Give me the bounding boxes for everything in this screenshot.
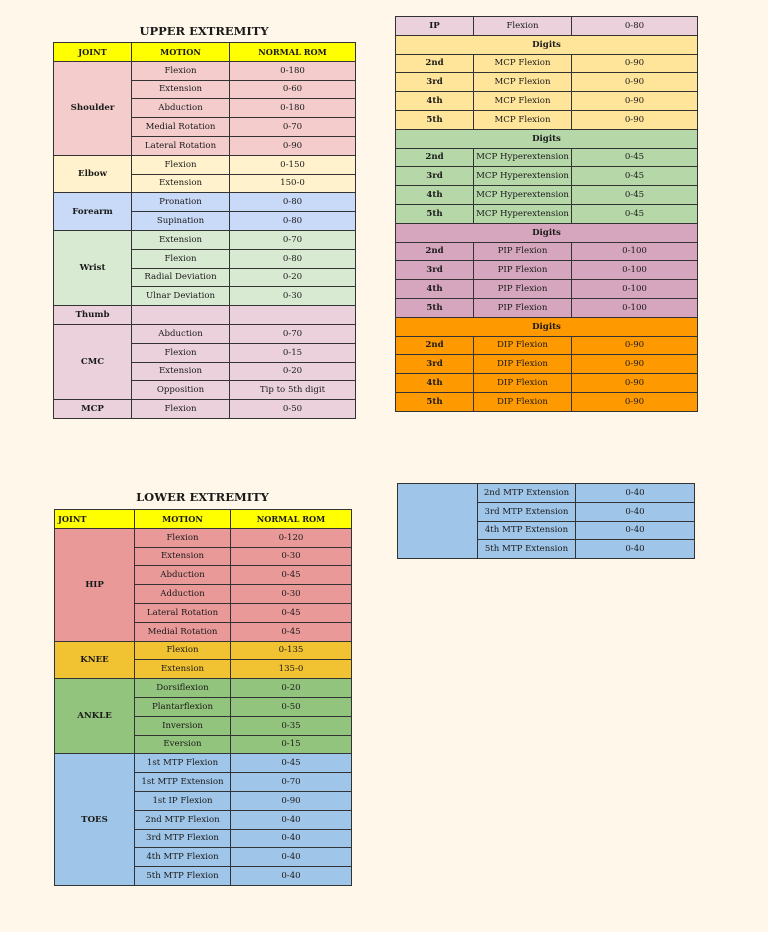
digit-cell: 3rd — [396, 167, 474, 186]
digit-cell: 4th — [396, 92, 474, 111]
rom-cell: 0-40 — [576, 502, 695, 521]
motion-cell: Abduction — [135, 566, 231, 585]
section-header-row — [396, 223, 698, 242]
motion-cell: 2nd MTP Flexion — [135, 810, 231, 829]
rom-cell: 0-15 — [231, 735, 352, 754]
digit-cell: 2nd — [396, 54, 474, 73]
joint-cell: TOES — [55, 754, 135, 886]
digit-cell: 3rd — [396, 73, 474, 92]
rom-cell: 0-135 — [231, 641, 352, 660]
header-motion: MOTION — [132, 43, 230, 62]
digit-cell: 4th — [396, 186, 474, 205]
rom-cell: 150-0 — [230, 174, 356, 193]
rom-cell: 0-15 — [230, 343, 356, 362]
joint-cell: CMC — [54, 324, 132, 399]
header-normal-rom: NORMAL ROM — [231, 510, 352, 529]
rom-cell: 0-40 — [576, 521, 695, 540]
rom-cell: 0-80 — [230, 249, 356, 268]
rom-cell: 0-180 — [230, 99, 356, 118]
lower-extremity-table — [54, 509, 352, 886]
digit-cell: 5th — [396, 110, 474, 129]
motion-cell: 4th MTP Flexion — [135, 848, 231, 867]
rom-cell: 0-40 — [576, 484, 695, 503]
rom-cell: 0-90 — [572, 92, 698, 111]
joint-cell: KNEE — [55, 641, 135, 679]
motion-cell: 3rd MTP Flexion — [135, 829, 231, 848]
digit-cell: 5th — [396, 204, 474, 223]
rom-cell: 0-20 — [230, 362, 356, 381]
rom-cell: 0-60 — [230, 80, 356, 99]
rom-cell: 0-45 — [572, 167, 698, 186]
rom-cell: 0-70 — [230, 324, 356, 343]
motion-cell: Inversion — [135, 716, 231, 735]
table-row — [55, 679, 352, 698]
motion-cell: Abduction — [132, 99, 230, 118]
rom-cell: 0-40 — [231, 848, 352, 867]
joint-cell — [398, 484, 478, 559]
motion-cell: Flexion — [132, 343, 230, 362]
section-header-row — [396, 129, 698, 148]
motion-cell: Supination — [132, 212, 230, 231]
digit-cell: 5th — [396, 298, 474, 317]
motion-cell: MCP Flexion — [474, 73, 572, 92]
rom-cell: 0-70 — [231, 773, 352, 792]
rom-cell: 0-30 — [230, 287, 356, 306]
digits-table — [395, 16, 698, 412]
header-joint: JOINT — [54, 43, 132, 62]
rom-cell: 135-0 — [231, 660, 352, 679]
motion-cell: Pronation — [132, 193, 230, 212]
rom-cell: 0-100 — [572, 261, 698, 280]
digit-cell: 2nd — [396, 242, 474, 261]
rom-cell: 0-45 — [231, 622, 352, 641]
table-row — [55, 754, 352, 773]
table-row — [396, 242, 698, 261]
section-header: Digits — [396, 317, 698, 336]
motion-cell: 3rd MTP Extension — [478, 502, 576, 521]
rom-cell: 0-90 — [572, 355, 698, 374]
table-row — [396, 167, 698, 186]
table-row — [54, 61, 356, 80]
rom-cell: 0-90 — [572, 374, 698, 393]
rom-cell: 0-90 — [572, 392, 698, 411]
rom-cell: 0-100 — [572, 280, 698, 299]
motion-cell: MCP Hyperextension — [474, 167, 572, 186]
lower-extremity-title: LOWER EXTREMITY — [136, 490, 269, 504]
motion-cell: PIP Flexion — [474, 261, 572, 280]
table-row — [54, 306, 356, 325]
table-row — [396, 392, 698, 411]
motion-cell: Extension — [132, 80, 230, 99]
motion-cell: Lateral Rotation — [135, 603, 231, 622]
digit-cell: 4th — [396, 280, 474, 299]
motion-cell: 5th MTP Extension — [478, 540, 576, 559]
table-row — [54, 155, 356, 174]
toes-extension-table — [397, 483, 695, 559]
rom-cell: 0-30 — [231, 547, 352, 566]
rom-cell — [230, 306, 356, 325]
rom-cell: 0-40 — [576, 540, 695, 559]
motion-cell: DIP Flexion — [474, 336, 572, 355]
rom-cell: 0-90 — [572, 54, 698, 73]
rom-cell: 0-45 — [231, 566, 352, 585]
rom-cell: 0-70 — [230, 230, 356, 249]
rom-cell: 0-30 — [231, 585, 352, 604]
motion-cell: Radial Deviation — [132, 268, 230, 287]
motion-cell: Extension — [132, 174, 230, 193]
table-row — [54, 400, 356, 419]
motion-cell: MCP Hyperextension — [474, 148, 572, 167]
motion-cell: DIP Flexion — [474, 392, 572, 411]
table-row — [396, 92, 698, 111]
upper-header-row — [54, 43, 356, 62]
rom-cell: 0-40 — [231, 867, 352, 886]
motion-cell: PIP Flexion — [474, 280, 572, 299]
table-row — [396, 54, 698, 73]
rom-cell: 0-45 — [231, 603, 352, 622]
table-row — [396, 204, 698, 223]
motion-cell: Ulnar Deviation — [132, 287, 230, 306]
motion-cell: MCP Flexion — [474, 92, 572, 111]
table-row — [396, 186, 698, 205]
motion-cell: Lateral Rotation — [132, 136, 230, 155]
motion-cell: Flexion — [135, 641, 231, 660]
joint-cell: IP — [396, 17, 474, 36]
section-header-row — [396, 35, 698, 54]
motion-cell: DIP Flexion — [474, 374, 572, 393]
digit-cell: 3rd — [396, 355, 474, 374]
upper-extremity-table — [53, 42, 356, 419]
motion-cell: Dorsiflexion — [135, 679, 231, 698]
digit-cell: 2nd — [396, 148, 474, 167]
rom-cell: 0-100 — [572, 298, 698, 317]
rom-cell: 0-80 — [230, 212, 356, 231]
motion-cell: Flexion — [474, 17, 572, 36]
table-row — [396, 355, 698, 374]
rom-cell: 0-100 — [572, 242, 698, 261]
rom-cell: 0-50 — [230, 400, 356, 419]
motion-cell: Flexion — [132, 155, 230, 174]
table-row — [396, 148, 698, 167]
rom-cell: 0-90 — [230, 136, 356, 155]
motion-cell: Medial Rotation — [135, 622, 231, 641]
table-row — [396, 336, 698, 355]
joint-cell: HIP — [55, 528, 135, 641]
table-row — [398, 484, 695, 503]
table-row — [55, 528, 352, 547]
upper-extremity-title: UPPER EXTREMITY — [139, 24, 269, 38]
section-header: Digits — [396, 35, 698, 54]
rom-cell: 0-90 — [572, 336, 698, 355]
header-joint: JOINT — [55, 510, 135, 529]
motion-cell: 1st MTP Flexion — [135, 754, 231, 773]
motion-cell: PIP Flexion — [474, 298, 572, 317]
joint-cell: Thumb — [54, 306, 132, 325]
rom-cell: 0-45 — [231, 754, 352, 773]
table-row — [396, 374, 698, 393]
rom-cell: 0-45 — [572, 186, 698, 205]
motion-cell: Extension — [135, 660, 231, 679]
rom-cell: 0-20 — [231, 679, 352, 698]
motion-cell: Plantarflexion — [135, 697, 231, 716]
rom-cell: Tip to 5th digit — [230, 381, 356, 400]
table-row — [396, 298, 698, 317]
section-header: Digits — [396, 223, 698, 242]
motion-cell: DIP Flexion — [474, 355, 572, 374]
table-row — [54, 230, 356, 249]
table-row — [396, 17, 698, 36]
motion-cell: PIP Flexion — [474, 242, 572, 261]
rom-cell: 0-180 — [230, 61, 356, 80]
rom-cell: 0-150 — [230, 155, 356, 174]
table-row — [396, 110, 698, 129]
table-row — [396, 261, 698, 280]
lower-header-row — [55, 510, 352, 529]
rom-cell: 0-70 — [230, 118, 356, 137]
joint-cell: ANKLE — [55, 679, 135, 754]
header-motion: MOTION — [135, 510, 231, 529]
motion-cell: 1st IP Flexion — [135, 791, 231, 810]
rom-cell: 0-35 — [231, 716, 352, 735]
rom-cell: 0-45 — [572, 148, 698, 167]
rom-cell: 0-90 — [572, 73, 698, 92]
table-row — [396, 280, 698, 299]
rom-cell: 0-80 — [230, 193, 356, 212]
rom-cell: 0-20 — [230, 268, 356, 287]
section-header: Digits — [396, 129, 698, 148]
section-header-row — [396, 317, 698, 336]
digit-cell: 5th — [396, 392, 474, 411]
joint-cell: Shoulder — [54, 61, 132, 155]
motion-cell: 2nd MTP Extension — [478, 484, 576, 503]
motion-cell: 5th MTP Flexion — [135, 867, 231, 886]
joint-cell: Forearm — [54, 193, 132, 231]
motion-cell: Flexion — [132, 400, 230, 419]
digit-cell: 2nd — [396, 336, 474, 355]
motion-cell: Flexion — [132, 249, 230, 268]
motion-cell — [132, 306, 230, 325]
joint-cell: Wrist — [54, 230, 132, 305]
rom-cell: 0-80 — [572, 17, 698, 36]
motion-cell: MCP Hyperextension — [474, 204, 572, 223]
motion-cell: Extension — [135, 547, 231, 566]
joint-cell: Elbow — [54, 155, 132, 193]
header-normal-rom: NORMAL ROM — [230, 43, 356, 62]
motion-cell: 1st MTP Extension — [135, 773, 231, 792]
motion-cell: Extension — [132, 362, 230, 381]
motion-cell: 4th MTP Extension — [478, 521, 576, 540]
digit-cell: 3rd — [396, 261, 474, 280]
motion-cell: MCP Flexion — [474, 54, 572, 73]
rom-cell: 0-120 — [231, 528, 352, 547]
digit-cell: 4th — [396, 374, 474, 393]
rom-cell: 0-45 — [572, 204, 698, 223]
rom-cell: 0-50 — [231, 697, 352, 716]
rom-cell: 0-90 — [231, 791, 352, 810]
rom-cell: 0-90 — [572, 110, 698, 129]
rom-cell: 0-40 — [231, 810, 352, 829]
motion-cell: Eversion — [135, 735, 231, 754]
table-row — [54, 324, 356, 343]
motion-cell: MCP Hyperextension — [474, 186, 572, 205]
motion-cell: Flexion — [135, 528, 231, 547]
motion-cell: Flexion — [132, 61, 230, 80]
motion-cell: MCP Flexion — [474, 110, 572, 129]
table-row — [55, 641, 352, 660]
table-row — [396, 73, 698, 92]
table-row — [54, 193, 356, 212]
motion-cell: Opposition — [132, 381, 230, 400]
motion-cell: Medial Rotation — [132, 118, 230, 137]
motion-cell: Abduction — [132, 324, 230, 343]
joint-cell: MCP — [54, 400, 132, 419]
motion-cell: Adduction — [135, 585, 231, 604]
motion-cell: Extension — [132, 230, 230, 249]
rom-cell: 0-40 — [231, 829, 352, 848]
